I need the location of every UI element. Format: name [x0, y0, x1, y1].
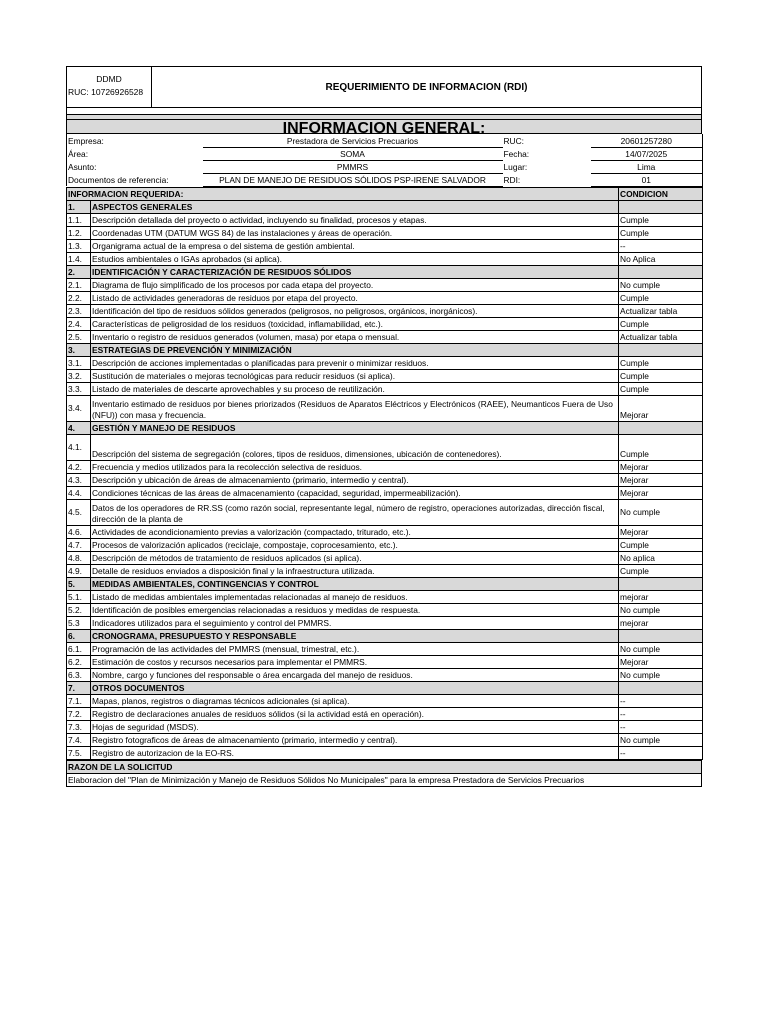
row-condition: mejorar — [619, 590, 703, 603]
company-code: DDMD — [96, 74, 122, 84]
row-condition — [619, 343, 703, 356]
row-condition: mejorar — [619, 616, 703, 629]
row-condition: Mejorar — [619, 395, 703, 421]
requirement-row — [67, 551, 703, 564]
asunto-label: Asunto: — [68, 162, 97, 172]
reason-table — [66, 760, 702, 787]
row-description: Datos de los operadores de RR.SS (como razón social, representante legal, número de registro, operaciones autorizadas, dirección fiscal, dirección de la planta de — [91, 499, 619, 525]
fecha-value: 14/07/2025 — [591, 147, 703, 160]
row-number: 1.4. — [67, 252, 91, 265]
row-condition: No cumple — [619, 499, 703, 525]
section-row — [67, 265, 703, 278]
row-description: Características de peligrosidad de los residuos (toxicidad, inflamabilidad, etc.). — [91, 317, 619, 330]
ruc-value: 20601257280 — [591, 134, 703, 147]
requirements-header-condition: CONDICION — [619, 187, 703, 200]
row-condition: No cumple — [619, 603, 703, 616]
general-info-title: INFORMACION GENERAL: — [66, 119, 702, 134]
row-number: 4.2. — [67, 460, 91, 473]
requirement-row — [67, 226, 703, 239]
requirement-row — [67, 616, 703, 629]
row-number: 2.2. — [67, 291, 91, 304]
requirement-row — [67, 213, 703, 226]
row-number: 3.3. — [67, 382, 91, 395]
row-condition — [619, 421, 703, 434]
section-row — [67, 343, 703, 356]
requirement-row — [67, 668, 703, 681]
section-row — [67, 681, 703, 694]
requirement-row — [67, 707, 703, 720]
row-number: 4.6. — [67, 525, 91, 538]
row-condition: Cumple — [619, 382, 703, 395]
row-condition: Cumple — [619, 434, 703, 460]
requirements-body — [67, 200, 703, 759]
row-condition: Actualizar tabla — [619, 304, 703, 317]
row-description: Inventario o registro de residuos generados (volumen, masa) por etapa o mensual. — [91, 330, 619, 343]
row-number: 7.1. — [67, 694, 91, 707]
reason-title: RAZON DE LA SOLICITUD — [67, 760, 702, 773]
requirement-row — [67, 499, 703, 525]
row-description: Nombre, cargo y funciones del responsable o área encargada del manejo de residuos. — [91, 668, 619, 681]
requirement-row — [67, 252, 703, 265]
section-title: OTROS DOCUMENTOS — [91, 681, 619, 694]
row-number: 4.1. — [67, 434, 91, 460]
row-description: Listado de materiales de descarte aprovechables y su proceso de reutilización. — [91, 382, 619, 395]
section-title: MEDIDAS AMBIENTALES, CONTINGENCIAS Y CONTROL — [91, 577, 619, 590]
row-number: 5.1. — [67, 590, 91, 603]
requirement-row — [67, 590, 703, 603]
row-description: Registro fotograficos de áreas de almacenamiento (primario, intermedio y central). — [91, 733, 619, 746]
row-number: 1. — [67, 200, 91, 213]
requirement-row — [67, 473, 703, 486]
row-number: 4.7. — [67, 538, 91, 551]
section-title: CRONOGRAMA, PRESUPUESTO Y RESPONSABLE — [91, 629, 619, 642]
row-condition: -- — [619, 720, 703, 733]
reason-text: Elaboracion del "Plan de Minimización y Manejo de Residuos Sólidos No Municipales" para la empresa Prestadora de Servicios Precuarios — [67, 773, 702, 786]
row-description: Diagrama de flujo simplificado de los procesos por cada etapa del proyecto. — [91, 278, 619, 291]
row-condition: Mejorar — [619, 525, 703, 538]
row-condition: Actualizar tabla — [619, 330, 703, 343]
row-number: 4.4. — [67, 486, 91, 499]
row-description: Indicadores utilizados para el seguimiento y control del PMMRS. — [91, 616, 619, 629]
row-condition: Cumple — [619, 564, 703, 577]
row-number: 4.3. — [67, 473, 91, 486]
row-description: Programación de las actividades del PMMRS (mensual, trimestral, etc.). — [91, 642, 619, 655]
empresa-label: Empresa: — [68, 136, 104, 146]
requirement-row — [67, 317, 703, 330]
section-row — [67, 421, 703, 434]
row-number: 4. — [67, 421, 91, 434]
row-description: Inventario estimado de residuos por bienes priorizados (Residuos de Aparatos Eléctricos y Electrónicos (RAEE), Neumanticos Fuera de Uso (NFU)) con masa y frecuencia. — [91, 395, 619, 421]
row-number: 5.3 — [67, 616, 91, 629]
row-description: Hojas de seguridad (MSDS). — [91, 720, 619, 733]
row-number: 4.9. — [67, 564, 91, 577]
rdi-label: RDI: — [503, 175, 521, 185]
row-number: 7. — [67, 681, 91, 694]
row-condition: No aplica — [619, 551, 703, 564]
row-number: 4.8. — [67, 551, 91, 564]
rdi-value: 01 — [591, 173, 703, 186]
requirement-row — [67, 278, 703, 291]
section-title: ASPECTOS GENERALES — [91, 200, 619, 213]
section-row — [67, 629, 703, 642]
row-condition: No Aplica — [619, 252, 703, 265]
row-condition: Cumple — [619, 226, 703, 239]
row-condition: Cumple — [619, 538, 703, 551]
row-condition — [619, 265, 703, 278]
document-title: REQUERIMIENTO DE INFORMACION (RDI) — [325, 81, 528, 93]
row-number: 6. — [67, 629, 91, 642]
row-description: Coordenadas UTM (DATUM WGS 84) de las instalaciones y áreas de operación. — [91, 226, 619, 239]
row-number: 2.4. — [67, 317, 91, 330]
requirement-row — [67, 655, 703, 668]
row-description: Identificación del tipo de residuos sólidos generados (peligrosos, no peligrosos, orgánicos, inorgánicos). — [91, 304, 619, 317]
requirement-row — [67, 720, 703, 733]
requirement-row — [67, 564, 703, 577]
row-condition: Mejorar — [619, 473, 703, 486]
row-number: 6.3. — [67, 668, 91, 681]
row-number: 4.5. — [67, 499, 91, 525]
docref-label: Documentos de referencia: — [68, 175, 169, 185]
row-condition: Cumple — [619, 317, 703, 330]
fecha-label: Fecha: — [503, 149, 530, 159]
row-description: Registro de declaraciones anuales de residuos sólidos (si la actividad está en operación). — [91, 707, 619, 720]
ruc-label: RUC: — [503, 136, 524, 146]
docref-value: PLAN DE MANEJO DE RESIDUOS SÓLIDOS PSP-IRENE SALVADOR — [203, 173, 503, 186]
requirement-row — [67, 239, 703, 252]
row-number: 3.4. — [67, 395, 91, 421]
requirement-row — [67, 733, 703, 746]
requirements-header-label: INFORMACION REQUERIDA: — [67, 187, 619, 200]
row-description: Identificación de posibles emergencias relacionadas a residuos y medidas de respuesta. — [91, 603, 619, 616]
requirement-row — [67, 304, 703, 317]
requirement-row — [67, 486, 703, 499]
company-box — [67, 67, 152, 107]
row-description: Estudios ambientales o IGAs aprobados (si aplica). — [91, 252, 619, 265]
row-condition: Cumple — [619, 213, 703, 226]
row-description: Registro de autorizacion de la EO-RS. — [91, 746, 619, 759]
requirement-row — [67, 460, 703, 473]
empresa-value: Prestadora de Servicios Precuarios — [203, 134, 503, 147]
requirements-table — [66, 187, 703, 760]
row-condition: Mejorar — [619, 655, 703, 668]
row-condition: -- — [619, 239, 703, 252]
row-description: Organigrama actual de la empresa o del sistema de gestión ambiental. — [91, 239, 619, 252]
section-row — [67, 200, 703, 213]
row-number: 7.5. — [67, 746, 91, 759]
row-condition: Cumple — [619, 291, 703, 304]
row-description: Mapas, planos, registros o diagramas técnicos adicionales (si aplica). — [91, 694, 619, 707]
requirement-row — [67, 330, 703, 343]
section-title: ESTRATEGIAS DE PREVENCIÓN Y MINIMIZACIÓN — [91, 343, 619, 356]
row-condition: Mejorar — [619, 460, 703, 473]
row-description: Listado de medidas ambientales implementadas relacionadas al manejo de residuos. — [91, 590, 619, 603]
row-condition: -- — [619, 707, 703, 720]
row-condition: No cumple — [619, 278, 703, 291]
row-description: Procesos de valorización aplicados (reciclaje, compostaje, coprocesamiento, etc.). — [91, 538, 619, 551]
section-title: IDENTIFICACIÓN Y CARACTERIZACIÓN DE RESIDUOS SÓLIDOS — [91, 265, 619, 278]
lugar-label: Lugar: — [503, 162, 528, 172]
general-info-table — [66, 134, 703, 187]
row-number: 1.3. — [67, 239, 91, 252]
row-description: Descripción de métodos de tratamiento de residuos aplicados (si aplica). — [91, 551, 619, 564]
row-description: Sustitución de materiales o mejoras tecnológicas para reducir residuos (si aplica). — [91, 369, 619, 382]
requirement-row — [67, 642, 703, 655]
row-condition: No cumple — [619, 642, 703, 655]
section-title: GESTIÓN Y MANEJO DE RESIDUOS — [91, 421, 619, 434]
requirement-row — [67, 746, 703, 759]
requirement-row — [67, 694, 703, 707]
row-number: 5. — [67, 577, 91, 590]
row-number: 3.1. — [67, 356, 91, 369]
row-number: 2.1. — [67, 278, 91, 291]
row-number: 1.2. — [67, 226, 91, 239]
row-condition: -- — [619, 746, 703, 759]
row-number: 3.2. — [67, 369, 91, 382]
row-condition — [619, 577, 703, 590]
row-condition — [619, 681, 703, 694]
row-condition: No cumple — [619, 668, 703, 681]
requirement-row — [67, 291, 703, 304]
row-description: Actividades de acondicionamiento previas a valorización (compactado, triturado, etc.). — [91, 525, 619, 538]
row-condition: Cumple — [619, 369, 703, 382]
row-number: 2.5. — [67, 330, 91, 343]
row-number: 7.4. — [67, 733, 91, 746]
row-number: 5.2. — [67, 603, 91, 616]
row-description: Listado de actividades generadoras de residuos por etapa del proyecto. — [91, 291, 619, 304]
rdi-sheet — [66, 66, 702, 787]
row-condition: Mejorar — [619, 486, 703, 499]
lugar-value: Lima — [591, 160, 703, 173]
row-number: 6.1. — [67, 642, 91, 655]
row-description: Descripción detallada del proyecto o actividad, incluyendo su finalidad, procesos y etapas. — [91, 213, 619, 226]
area-label: Área: — [68, 149, 89, 159]
row-number: 2.3. — [67, 304, 91, 317]
section-row — [67, 577, 703, 590]
row-description: Detalle de residuos enviados a disposición final y la infraestructura utilizada. — [91, 564, 619, 577]
requirement-row — [67, 395, 703, 421]
row-description: Estimación de costos y recursos necesarios para implementar el PMMRS. — [91, 655, 619, 668]
row-description: Frecuencia y medios utilizados para la recolección selectiva de residuos. — [91, 460, 619, 473]
area-value: SOMA — [203, 147, 503, 160]
row-description: Descripción del sistema de segregación (colores, tipos de residuos, dimensiones, ubicación de contenedores). — [91, 434, 619, 460]
row-number: 3. — [67, 343, 91, 356]
row-condition — [619, 200, 703, 213]
document-header — [66, 66, 702, 108]
row-condition: Cumple — [619, 356, 703, 369]
requirement-row — [67, 369, 703, 382]
row-condition — [619, 629, 703, 642]
requirement-row — [67, 434, 703, 460]
requirement-row — [67, 356, 703, 369]
company-ruc: RUC: 10726926528 — [68, 87, 144, 97]
requirement-row — [67, 382, 703, 395]
row-number: 1.1. — [67, 213, 91, 226]
row-description: Descripción y ubicación de áreas de almacenamiento (primario, intermedio y central). — [91, 473, 619, 486]
row-number: 2. — [67, 265, 91, 278]
requirement-row — [67, 538, 703, 551]
row-description: Descripción de acciones implementadas o planificadas para prevenir o minimizar residuos. — [91, 356, 619, 369]
row-condition: -- — [619, 694, 703, 707]
row-description: Condiciones técnicas de las áreas de almacenamiento (capacidad, seguridad, impermeabilización). — [91, 486, 619, 499]
requirement-row — [67, 603, 703, 616]
row-number: 7.2. — [67, 707, 91, 720]
asunto-value: PMMRS — [203, 160, 503, 173]
requirement-row — [67, 525, 703, 538]
row-number: 6.2. — [67, 655, 91, 668]
row-condition: No cumple — [619, 733, 703, 746]
row-number: 7.3. — [67, 720, 91, 733]
